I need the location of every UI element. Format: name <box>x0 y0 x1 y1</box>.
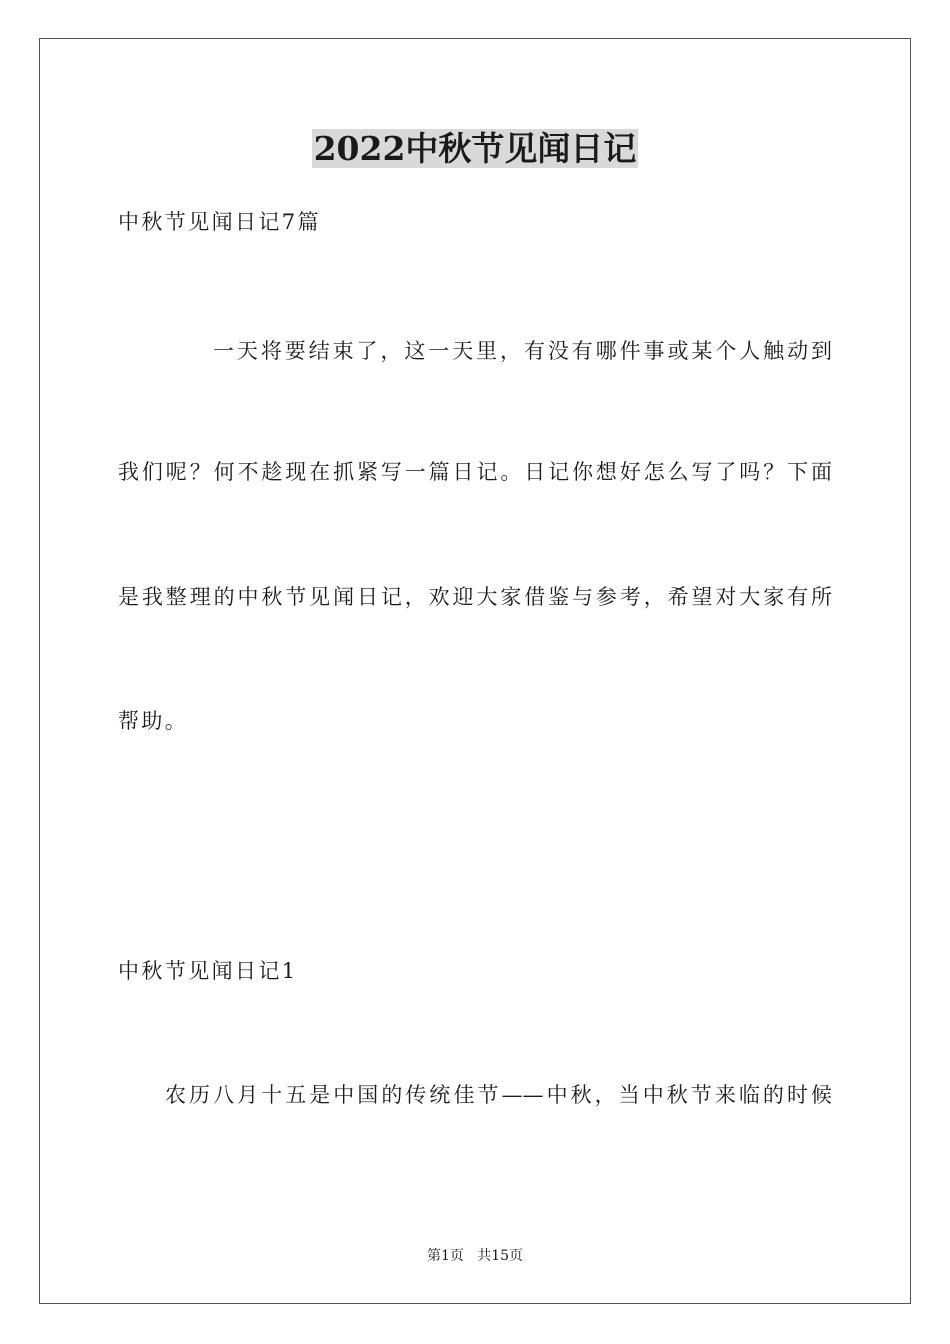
intro-line-4: 帮助。 <box>118 709 189 733</box>
section-line-1: 农历八月十五是中国的传统佳节——中秋，当中秋节来临的时候 <box>165 1083 832 1107</box>
document-subtitle: 中秋节见闻日记7篇 <box>118 210 321 234</box>
section-heading: 中秋节见闻日记1 <box>118 959 298 983</box>
intro-line-2: 我们呢？何不趁现在抓紧写一篇日记。日记你想好怎么写了吗？下面 <box>118 460 832 484</box>
intro-line-1: 一天将要结束了，这一天里，有没有哪件事或某个人触动到 <box>213 339 832 363</box>
page-footer: 第1页 共15页 <box>426 1248 524 1264</box>
document-title <box>0 127 950 171</box>
document-title-text: 2022中秋节见闻日记 <box>313 129 637 168</box>
intro-line-3: 是我整理的中秋节见闻日记，欢迎大家借鉴与参考，希望对大家有所 <box>118 585 832 609</box>
